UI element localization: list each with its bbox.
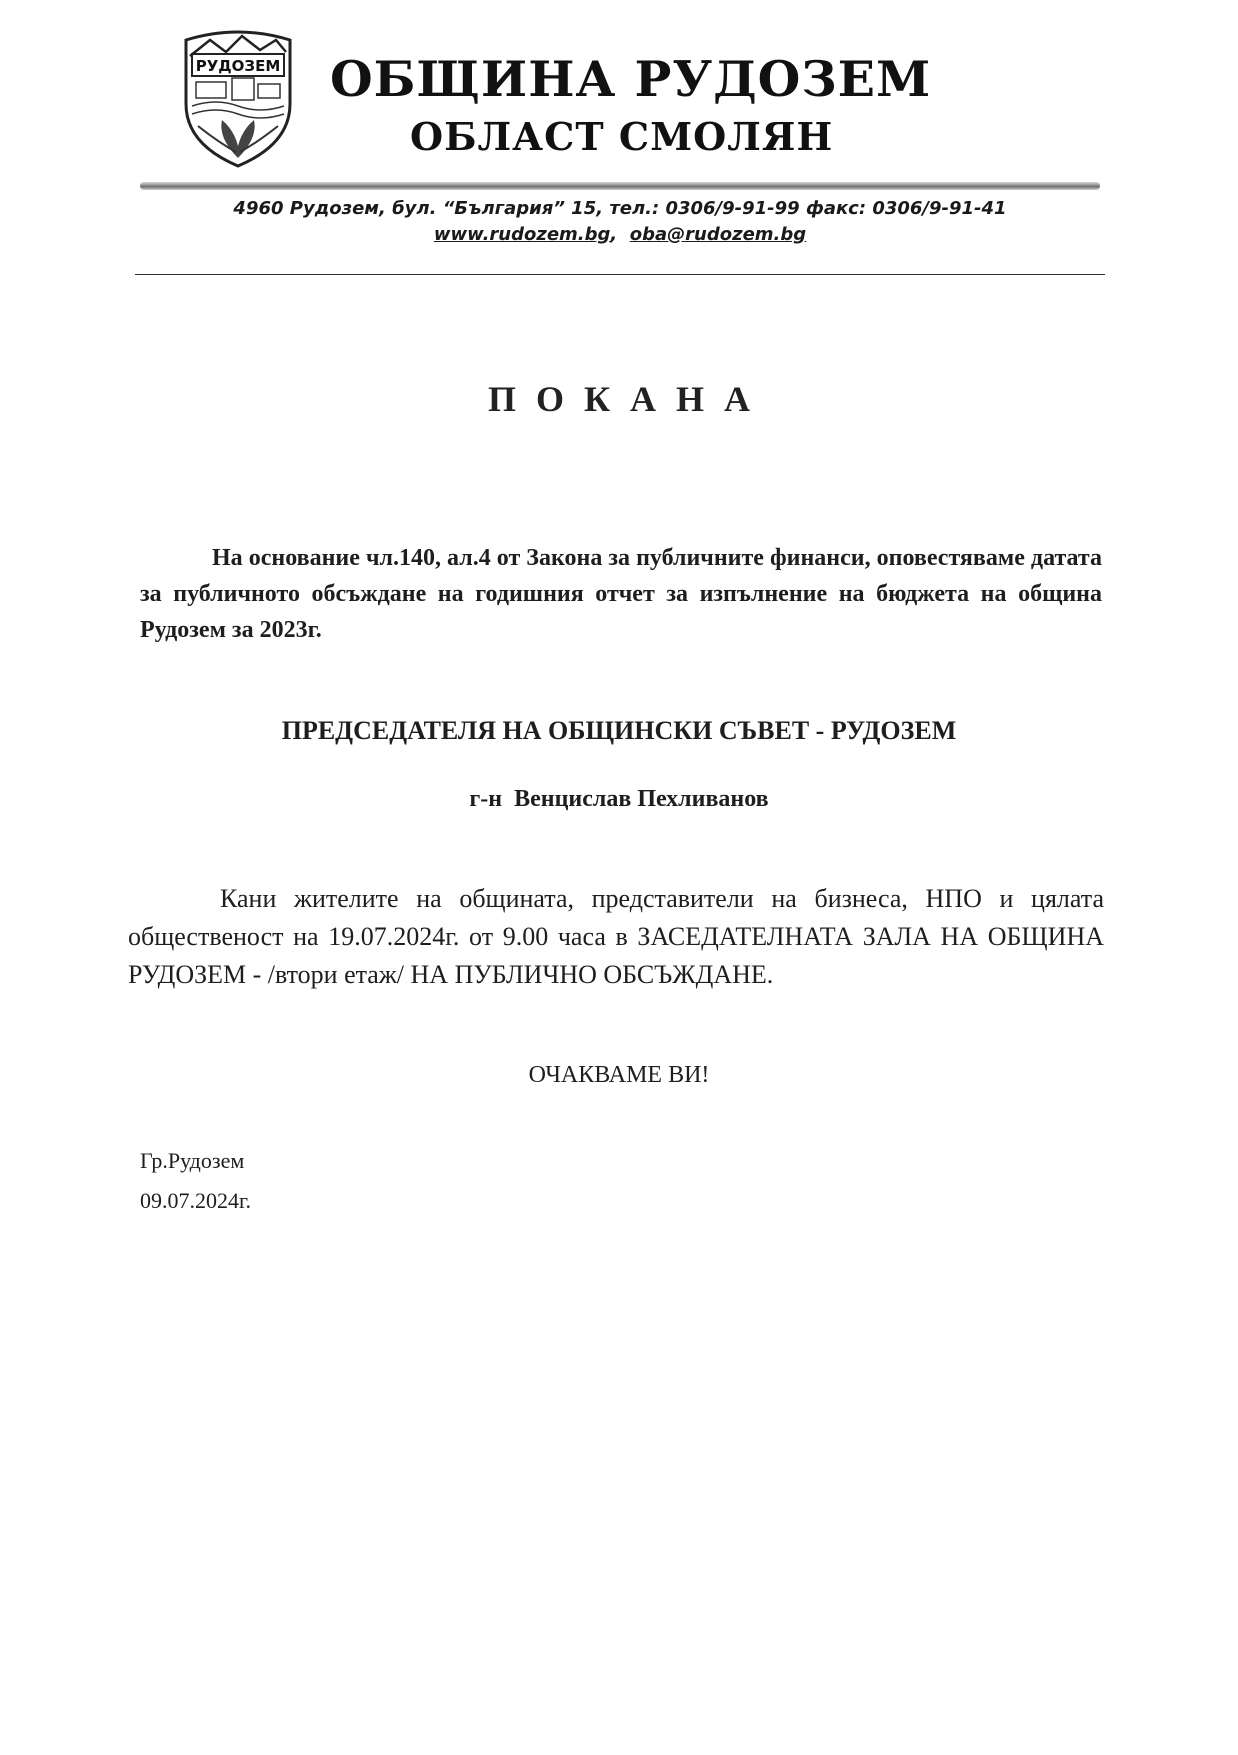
- website-link[interactable]: www.rudozem.bg: [433, 224, 611, 245]
- chairman-title: ПРЕДСЕДАТЕЛЯ НА ОБЩИНСКИ СЪВЕТ - РУДОЗЕМ: [281, 716, 957, 745]
- header-divider: [140, 182, 1100, 190]
- contact-web: www.rudozem.bg, oba@rudozem.bg: [433, 224, 807, 245]
- closing-line: ОЧАКВАМЕ ВИ!: [528, 1062, 710, 1088]
- invitation-paragraph: Кани жителите на общината, представители на бизнеса, НПО и цялата общественост на 19.07.2024г. от 9.00 часа в ЗАСЕДАТЕЛНАТА ЗАЛА НА ОБЩИНА РУДОЗЕМ - /втори етаж/ НА ПУБЛИЧНО ОБСЪЖДАНЕ.: [128, 884, 1104, 989]
- municipality-name: ОБЩИНА РУДОЗЕМ: [330, 50, 932, 108]
- municipality-crest-icon: [180, 26, 296, 170]
- region-name: ОБЛАСТ СМОЛЯН: [410, 114, 834, 159]
- email-link[interactable]: oba@rudozem.bg: [629, 224, 807, 245]
- contact-address: 4960 Рудозем, бул. “България” 15, тел.: 0306/9-91-99 факс: 0306/9-91-41: [233, 198, 1007, 219]
- place-of-issue: Гр.Рудозем: [140, 1148, 245, 1173]
- document-title: ПОКАНА: [487, 379, 771, 419]
- letterhead-divider: [135, 274, 1105, 275]
- svg-text:РУДОЗЕМ: РУДОЗЕМ: [195, 57, 281, 75]
- intro-paragraph: На основание чл.140, ал.4 от Закона за публичните финанси, оповестяваме датата за публичното обсъждане на годишния отчет за изпълнение на бюджета на община Рудозем за 2023г.: [140, 545, 1102, 643]
- issue-date: 09.07.2024г.: [140, 1188, 252, 1213]
- chairman-name: г-н Венцислав Пехливанов: [469, 786, 769, 812]
